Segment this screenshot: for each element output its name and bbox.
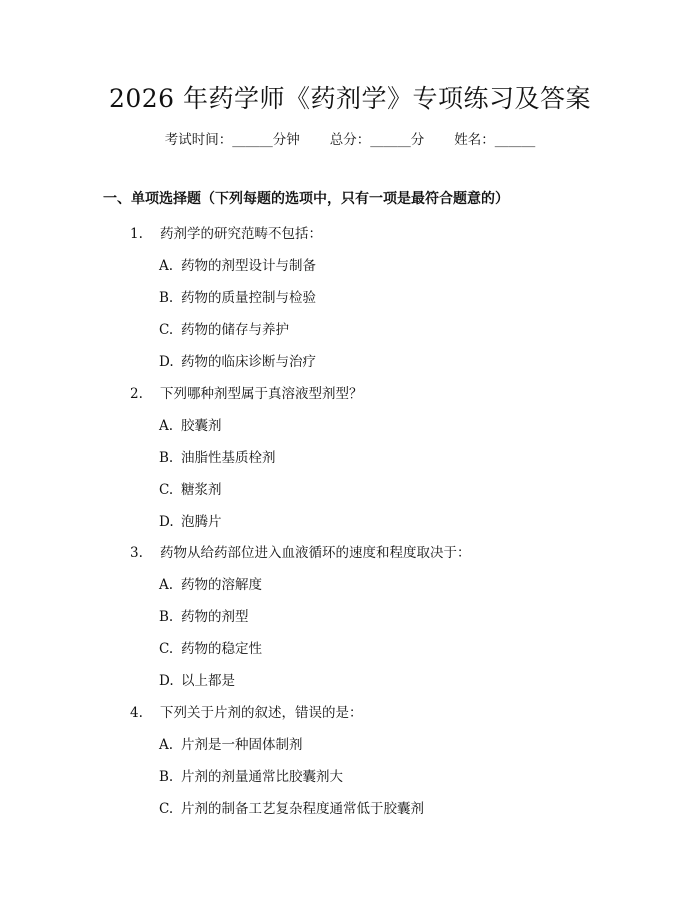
option-text: 药物的稳定性 bbox=[181, 641, 262, 657]
total-score-field: 总分：______分 bbox=[329, 132, 425, 148]
option-letter: B. bbox=[159, 769, 174, 785]
option-letter: C. bbox=[159, 801, 174, 817]
option-3d bbox=[159, 671, 235, 691]
option-text: 片剂的制备工艺复杂程度通常低于胶囊剂 bbox=[181, 801, 424, 817]
option-text: 油脂性基质栓剂 bbox=[181, 450, 276, 466]
option-2a bbox=[159, 416, 222, 436]
option-letter: A. bbox=[159, 737, 174, 753]
exam-time-field: 考试时间：______分钟 bbox=[164, 132, 300, 148]
option-1d bbox=[159, 352, 316, 372]
option-4a bbox=[159, 735, 303, 755]
question-text: 药剂学的研究范畴不包括： bbox=[160, 226, 322, 242]
option-text: 药物的溶解度 bbox=[181, 577, 262, 593]
option-text: 糖浆剂 bbox=[181, 482, 222, 498]
question-number: 2. bbox=[130, 386, 143, 402]
option-letter: B. bbox=[159, 609, 174, 625]
option-2b bbox=[159, 448, 276, 468]
option-text: 胶囊剂 bbox=[181, 418, 222, 434]
option-3a bbox=[159, 575, 262, 595]
option-letter: C. bbox=[159, 322, 174, 338]
option-letter: B. bbox=[159, 450, 174, 466]
question-number: 1. bbox=[130, 226, 143, 242]
option-text: 泡腾片 bbox=[181, 514, 222, 530]
option-text: 药物的临床诊断与治疗 bbox=[181, 354, 316, 370]
question-1 bbox=[130, 224, 322, 244]
option-letter: A. bbox=[159, 418, 174, 434]
option-1b bbox=[159, 288, 316, 308]
option-1a bbox=[159, 256, 316, 276]
option-letter: D. bbox=[159, 673, 174, 689]
option-4c bbox=[159, 799, 424, 819]
option-letter: A. bbox=[159, 258, 174, 274]
question-number: 3. bbox=[130, 545, 143, 561]
option-3c bbox=[159, 639, 262, 659]
option-letter: D. bbox=[159, 354, 174, 370]
section-heading: 一、单项选择题（下列每题的选项中，只有一项是最符合题意的） bbox=[103, 191, 509, 207]
question-number: 4. bbox=[130, 705, 143, 721]
question-text: 药物从给药部位进入血液循环的速度和程度取决于： bbox=[160, 545, 471, 561]
option-1c bbox=[159, 320, 289, 340]
option-letter: B. bbox=[159, 290, 174, 306]
question-text: 下列关于片剂的叙述，错误的是： bbox=[160, 705, 363, 721]
student-name-field: 姓名：______ bbox=[454, 132, 536, 148]
option-letter: C. bbox=[159, 641, 174, 657]
option-letter: C. bbox=[159, 482, 174, 498]
option-4b bbox=[159, 767, 343, 787]
option-text: 药物的剂型设计与制备 bbox=[181, 258, 316, 274]
option-text: 药物的储存与养护 bbox=[181, 322, 289, 338]
question-text: 下列哪种剂型属于真溶液型剂型？ bbox=[160, 386, 363, 402]
option-3b bbox=[159, 607, 249, 627]
question-2 bbox=[130, 384, 363, 404]
option-text: 以上都是 bbox=[181, 673, 235, 689]
question-3 bbox=[130, 543, 471, 563]
option-2c bbox=[159, 480, 222, 500]
option-text: 片剂是一种固体制剂 bbox=[181, 737, 303, 753]
option-text: 药物的质量控制与检验 bbox=[181, 290, 316, 306]
document-title: 2026 年药学师《药剂学》专项练习及答案 bbox=[108, 84, 592, 113]
question-4 bbox=[130, 703, 363, 723]
exam-info-line bbox=[0, 130, 700, 150]
option-text: 药物的剂型 bbox=[181, 609, 249, 625]
option-letter: A. bbox=[159, 577, 174, 593]
option-2d bbox=[159, 512, 222, 532]
option-text: 片剂的剂量通常比胶囊剂大 bbox=[181, 769, 343, 785]
option-letter: D. bbox=[159, 514, 174, 530]
